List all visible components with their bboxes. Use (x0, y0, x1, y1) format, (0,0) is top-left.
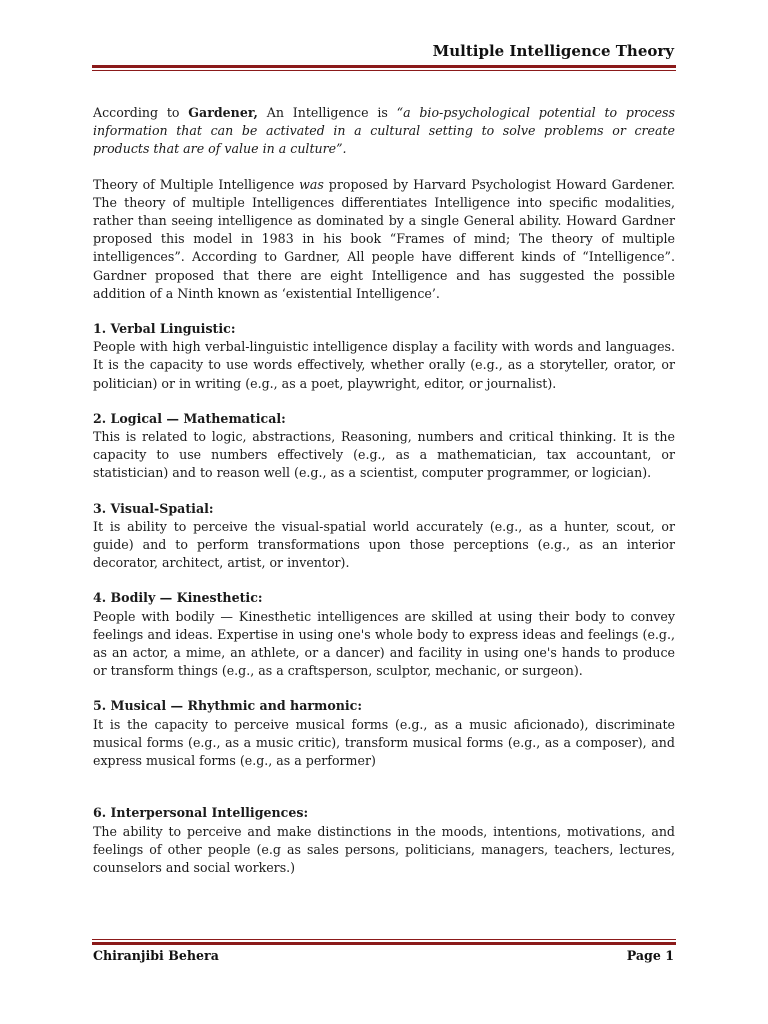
section-visual-spatial (93, 500, 675, 573)
footer-rule-thick (92, 942, 676, 945)
section-logical-mathematical (93, 410, 675, 483)
intro-text-mid: An Intelligence is (257, 105, 397, 120)
section-verbal-linguistic (93, 320, 675, 393)
section-heading: 6. Interpersonal Intelligences: (93, 805, 309, 821)
section-musical-rhythmic (93, 697, 675, 770)
section-interpersonal (93, 804, 675, 877)
intro-text-start: According to (93, 105, 189, 120)
footer-rule-thin (92, 939, 676, 940)
section-body: The ability to perceive and make distinctions in the moods, intentions, motivations, and feelings of other people (e.g as sales persons, politicians, managers, teachers, lectures, counselors and social workers.) (93, 823, 675, 875)
section-body: People with bodily — Kinesthetic intelligences are skilled at using their body to convey feelings and ideas. Expertise in using one's whole body to express ideas and feelings (e.g., as an actor, a mime, an athlete, or a dancer) and facility in using one's hands to produce or transform things (e.g., as a craftsperson, sculptor, mechanic, or surgeon). (93, 608, 675, 679)
header-rule-thick (92, 65, 676, 68)
section-heading: 1. Verbal Linguistic: (93, 321, 236, 337)
section-body: This is related to logic, abstractions, Reasoning, numbers and critical thinking. It is the capacity to use numbers effectively (e.g., as a mathematician, tax accountant, or statistician) and to reason well (e.g., as a scientist, computer programmer, or logician). (93, 429, 675, 481)
section-body: It is the capacity to perceive musical forms (e.g., as a music aficionado), discriminate musical forms (e.g., as a music critic), transform musical forms (e.g., as a composer), and express musical forms (e.g., as a performer) (93, 716, 675, 769)
section-heading: 2. Logical — Mathematical: (93, 410, 286, 426)
section-body: It is ability to perceive the visual-spatial world accurately (e.g., as a hunter, scout, or guide) and to perform transformations upon those perceptions (e.g., as an interior decorator, architect, artist, or inventor). (93, 518, 675, 571)
footer-author: Chiranjibi Behera (93, 948, 219, 963)
theory-was-word: was (299, 176, 324, 192)
header-rule-thin (92, 70, 676, 71)
gardener-name: Gardener, (188, 105, 258, 120)
running-header-title: Multiple Intelligence Theory (432, 42, 674, 60)
intro-paragraph-theory (93, 176, 675, 303)
theory-text-start: Theory of Multiple Intelligence (93, 176, 300, 192)
footer-page-number: Page 1 (626, 948, 674, 963)
section-heading: 5. Musical — Rhythmic and harmonic: (93, 698, 362, 714)
intro-paragraph-definition (93, 104, 675, 159)
body-content (93, 104, 675, 894)
section-bodily-kinesthetic (93, 589, 675, 680)
section-heading: 3. Visual-Spatial: (93, 500, 214, 516)
section-heading: 4. Bodily — Kinesthetic: (93, 590, 263, 606)
section-body: People with high verbal-linguistic intelligence display a facility with words and languages. It is the capacity to use words effectively, whether orally (e.g., as a storyteller, orator, or politician) or in writing (e.g., as a poet, playwright, editor, or journalist). (93, 339, 675, 391)
definition-quote: “a bio-psychological potential to process information that can be activated in a cultural setting to solve problems or create products that are of value in a culture”. (93, 105, 675, 157)
theory-text-body: proposed by Harvard Psychologist Howard Gardener. The theory of multiple Intelligences differentiates Intelligence into specific modalities, rather than seeing intelligence as dominated by a single General ability. Howard Gardner proposed this model in 1983 in his book “Frames of mind; The theory of multiple intelligences”. According to Gardner, All people have different kinds of “Intelligence”. Gardner proposed that there are eight Intelligence and has suggested the possible addition of a Ninth known as ‘existential Intelligence’. (93, 176, 675, 301)
